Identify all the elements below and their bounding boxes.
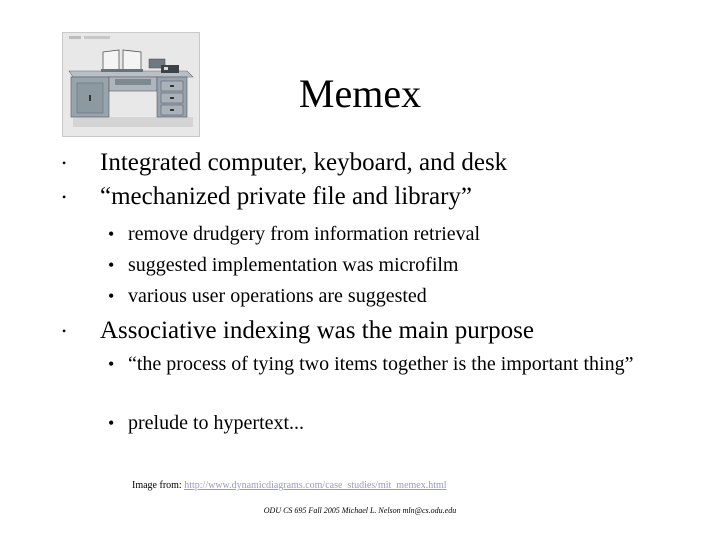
bullet-icon: •: [108, 224, 115, 244]
bullet-icon: •: [62, 156, 67, 170]
sub-bullet-text: “the process of tying two items together is the important thing”: [128, 353, 634, 375]
bullet-text: Integrated computer, keyboard, and desk: [100, 149, 508, 176]
bullet-text: Associative indexing was the main purpose: [100, 317, 534, 344]
bullet-icon: •: [108, 354, 115, 374]
source-link[interactable]: http://www.dynamicdiagrams.com/case_studies/mit_memex.html: [184, 480, 447, 491]
sub-bullet-text: various user operations are suggested: [128, 285, 427, 307]
memex-desk-image: [62, 32, 200, 137]
bullet-icon: •: [108, 413, 115, 433]
slide-footer: ODU CS 695 Fall 2005 Michael L. Nelson mln@cs.odu.edu: [263, 506, 457, 515]
bullet-icon: •: [108, 255, 115, 275]
source-label: Image from:: [132, 480, 182, 491]
bullet-icon: •: [62, 190, 67, 204]
slide-title: Memex: [298, 71, 422, 116]
sub-bullet-text: remove drudgery from information retrieval: [128, 223, 481, 245]
bullet-icon: •: [108, 286, 115, 306]
sub-bullet-text: suggested implementation was microfilm: [128, 254, 459, 276]
bullet-text: “mechanized private file and library”: [100, 183, 473, 210]
sub-bullet-text: prelude to hypertext...: [128, 412, 305, 434]
bullet-icon: •: [62, 324, 67, 338]
image-source: [132, 479, 447, 493]
memex-desk-drawing: [63, 33, 199, 136]
